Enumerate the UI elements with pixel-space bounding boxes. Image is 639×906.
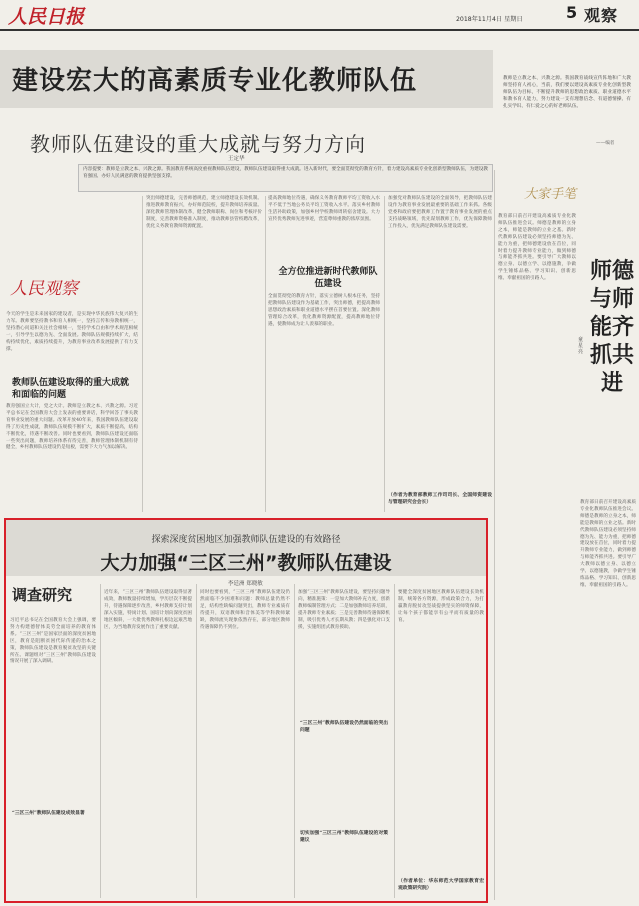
- survey-byline: 李廷洲 郑晓敏: [228, 581, 263, 587]
- column-rule: [142, 196, 143, 512]
- header-date: 2018年11月4日 星期日: [456, 16, 523, 23]
- main-col-2: 突出师德建设，完善师德规范，建立师德建设长效机制。推进教师教育振兴，办好师范院校，提升教师培养质量。深化教师管理体制改革，健全教师职称、岗位和考核评价制度，完善教师资格准入制度，推动教师县管校聘改革，优化义务教育教师资源配置。: [146, 196, 262, 229]
- main-author-note: （作者为教育部教师工作司司长、全国师资建设与管理研究会会长）: [388, 492, 492, 505]
- editor-note-text: 教师是立教之本、兴教之源。我国教育战线宣传阵地和广大教师坚持育人初心，当前，我们要以建设高素质专业化创新型教师队伍为目标，不断提升教师的思想政治素质、职业道德水平和教书育人能力，努力建设一支有理想信念、有道德情操、有扎实学识、有仁爱之心的好老师队伍。: [503, 76, 631, 109]
- survey-author-note: （作者单位：华东师范大学国家教育宏观政策研究院）: [398, 878, 484, 891]
- svg-text:人民观察: 人民观察: [10, 279, 78, 299]
- survey-overline: 探索深度贫困地区加强教师队伍建设的有效路径: [151, 535, 341, 545]
- survey-col-3: 同时也要看到，“三区三州”教师队伍建设仍然面临不少困难和问题：教师总量仍然不足，结构性缺编问题突出，教师专业素质有待提升，双语教师和音体美等学科教师紧缺，教师流失现象依然存在，部分地区教师待遇保障仍不到位。: [200, 590, 290, 630]
- main-section-1-body: 教育强国立大计，党之大计。教师是立教之本、兴教之源。习近平总书记在全国教育大会上发表的重要讲话，科学回答了事关教育事业发展的重大问题。改革开放40年来，我国教师队伍建设取得了历史性成就，教师队伍规模不断扩大，素质不断提高，结构不断优化，待遇不断改善。同时也要看到，教师队伍建设还面临一些突出问题，教师培养体系有待完善，教师管理体制机制有待健全，乡村教师队伍建设仍是短板，需要下大力气加以解决。: [6, 404, 138, 451]
- masthead-logo: [8, 3, 85, 29]
- survey-section-3-heading: 切实加强“三区三州”教师队伍建设的对策建议: [300, 830, 388, 843]
- page-number: 5: [566, 3, 578, 22]
- survey-section-2-heading: “三区三州”教师队伍建设仍然面临的突出问题: [300, 720, 388, 733]
- side-column-body-right: 教育部日前召开建设高素质专业化教师队伍推进会议。师德是教师的立身之本，师能是教师的立业之基。新时代教师队伍建设必须坚持师德为先、能力为重，把师德建设放在首位，同时着力提升教师专业能力，做到师德与师能齐抓共进。要引导广大教师以德立身、以德立学、以德施教，争做学生锤炼品格、学习知识、创新思维、奉献祖国的引路人。: [580, 500, 636, 588]
- column-rule: [494, 170, 495, 900]
- main-col-3-top: 提高教师地位待遇，确保义务教育教师平均工资收入水平不低于当地公务员平均工资收入水平。落实乡村教师生活补助政策，加强乡村学校教师周转宿舍建设。大力宣传优秀教师先进事迹，营造尊师重教的浓厚氛围。: [268, 196, 380, 222]
- survey-col-4: 加强“三区三州”教师队伍建设，要坚持问题导向，精准施策：一是加大教师补充力度，创新教师编制管理方式；二是加强教师培养培训，提升教师专业素质；三是完善教师待遇保障机制，吸引优秀人才长期从教；四是强化对口支援，实施组团式教育援助。: [298, 590, 390, 630]
- main-title: 建设宏大的高素质专业化教师队伍: [12, 66, 418, 96]
- side-column-author: 童星亮: [578, 337, 584, 355]
- side-column-label: [520, 176, 590, 210]
- editor-note-box: [495, 50, 639, 170]
- survey-col-1: 习近平总书记在全国教育大会上强调，要努力构建德智体美劳全面培养的教育体系。“三区三州”是国家层面的深度贫困地区，教育是阻断贫困代际传递的治本之策，教师队伍建设是教育脱贫攻坚的关键所在。课题组对“三区三州”教师队伍建设情况开展了深入调研。: [10, 618, 96, 665]
- main-byline: 王定华: [228, 156, 245, 162]
- main-col-1-top: 今天的学生是未来国家的建设者，是实现中华民族伟大复兴的生力军。教师要坚持教书和育人相统一，坚持言传和身教相统一，坚持潜心问道和关注社会相统一，坚持学术自由和学术规范相统一，引导学生以德为先、全面发展。教师队伍规模持续扩大，结构持续优化，素质持续提升，为教育事业改革发展提供了有力支撑。: [6, 312, 138, 352]
- column-rule: [100, 584, 101, 898]
- side-column-label-art: [520, 176, 590, 210]
- survey-col-2: 近年来，“三区三州”教师队伍建设取得显著成效，教师数量持续增加，学历层次不断提升，待遇保障逐步改善，乡村教师支持计划深入实施，特岗计划、国培计划向深度贫困地区倾斜，一大批优秀教师扎根边远艰苦地区，为当地教育发展作出了重要贡献。: [104, 590, 192, 630]
- lead-summary-text: 内容提要：教师是立教之本、兴教之源。我国教育系统高度重视教师队伍建设，教师队伍建设取得重大成就。进入新时代，要全面贯彻党的教育方针，着力建设高素质专业化创新型教师队伍，为建设教育强国、办好人民满意的教育提供坚强支撑。: [83, 167, 488, 179]
- survey-title: 大力加强“三区三州”教师队伍建设: [100, 552, 392, 574]
- side-column-title: 师德与师能齐抓共进: [589, 259, 634, 396]
- editor-note-signature: ——编者: [596, 141, 615, 146]
- main-section-2-body: 全面贯彻党的教育方针，落实立德树人根本任务，坚持把教师队伍建设作为基础工作，突出师德，把提高教师思想政治素质和职业道德水平摆在首要位置。深化教师管理综合改革，优化教师资源配置，提高教师地位待遇，使教师成为让人羡慕的职业。: [268, 294, 380, 327]
- page-section: 观察: [584, 6, 619, 25]
- column-rule: [394, 584, 395, 898]
- main-subtitle: 教师队伍建设的重大成就与努力方向: [30, 132, 366, 156]
- survey-section-1-heading: “三区三州”教师队伍建设成效显著: [12, 810, 85, 816]
- column-rule: [196, 584, 197, 898]
- header-divider: [0, 29, 639, 31]
- lead-summary-box: [78, 164, 493, 192]
- main-col-4: 加强党对教师队伍建设的全面领导，把教师队伍建设作为教育事业发展最重要的基础工作来抓。各级党委和政府要把教师工作置于教育事业发展的重点支持战略领域，优先谋划教师工作，优先保障教师工作投入，优先满足教师队伍建设需要。: [388, 196, 492, 229]
- survey-label: 调查研究: [12, 586, 73, 604]
- masthead-calligraphy: [8, 3, 85, 29]
- svg-text:大家手笔: 大家手笔: [524, 187, 577, 202]
- svg-text:人民日报: 人民日报: [8, 6, 85, 28]
- column-rule: [294, 584, 295, 898]
- main-section-1-heading: 教师队伍建设取得的重大成就和面临的问题: [12, 378, 130, 400]
- column-rule: [384, 196, 385, 512]
- pull-quote: [6, 258, 78, 310]
- survey-col-5: 要健全深度贫困地区教师队伍建设长效机制，统筹各方资源，形成政策合力，为打赢教育脱贫攻坚战提供坚实的师资保障，让每个孩子都能享有公平而有质量的教育。: [398, 590, 484, 623]
- side-column-body: 教育部日前召开建设高素质专业化教师队伍推进会议。师德是教师的立身之本，师能是教师的立业之基。新时代教师队伍建设必须坚持师德为先、能力为重，把师德建设放在首位，同时着力提升教师专业能力，做到师德与师能齐抓共进。要引导广大教师以德立身、以德立学、以德施教，争做学生锤炼品格、学习知识、创新思维、奉献祖国的引路人。: [498, 214, 576, 282]
- pull-quote-calligraphy: [6, 258, 78, 306]
- main-section-2-heading: 全方位推进新时代教师队伍建设: [278, 267, 378, 289]
- column-rule: [265, 196, 266, 512]
